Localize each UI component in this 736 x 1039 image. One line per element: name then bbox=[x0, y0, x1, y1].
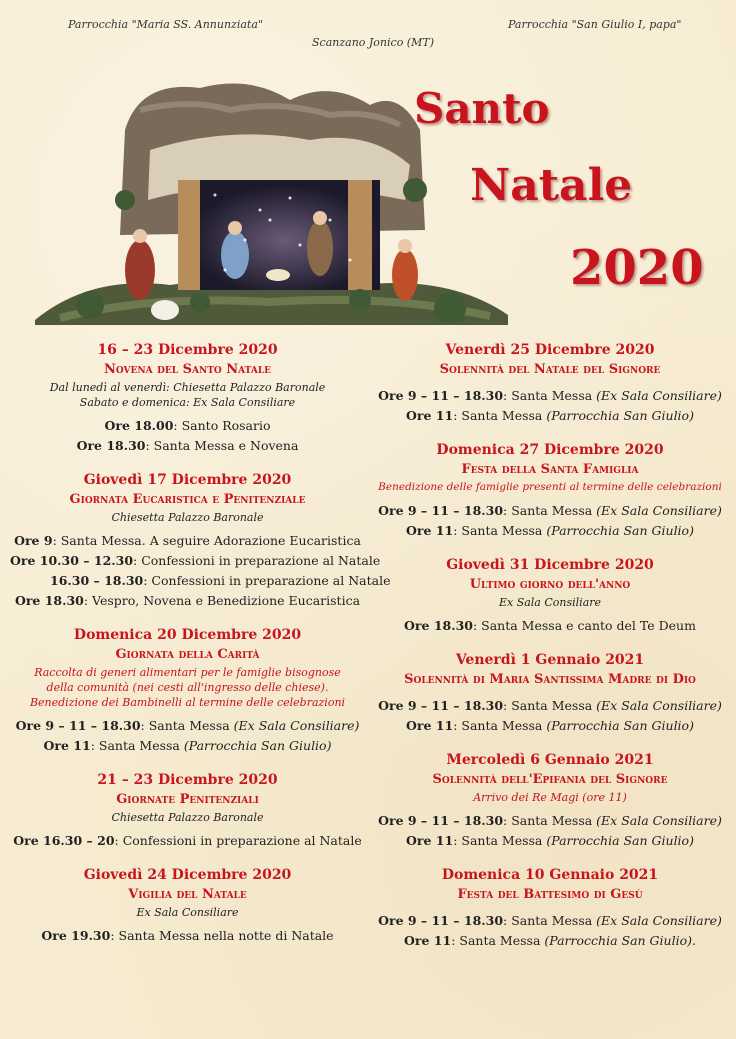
event-name: Ultimo giorno dell'anno bbox=[469, 577, 631, 592]
event-ultimo-giorno bbox=[372, 555, 728, 636]
event-battesimo bbox=[372, 865, 728, 951]
event-date: Domenica 20 Dicembre 2020 bbox=[73, 627, 302, 643]
event-note: Raccolta di generi alimentari per le famiglie bisognose bbox=[34, 666, 341, 679]
schedule-line: Ore 11: Santa Messa (Parrocchia San Giulio) bbox=[43, 738, 332, 753]
schedule-line: Ore 11: Santa Messa (Parrocchia San Giulio) bbox=[406, 523, 694, 538]
schedule-line: Ore 11: Santa Messa (Parrocchia San Giulio) bbox=[406, 718, 694, 733]
event-natale bbox=[372, 340, 728, 426]
event-note: della comunità (nei cesti all'ingresso delle chiese). bbox=[46, 681, 329, 694]
title-natale: Natale bbox=[470, 160, 633, 211]
event-note: Benedizione delle famiglie presenti al termine delle celebrazioni bbox=[378, 481, 722, 493]
event-note: Dal lunedì al venerdì: Chiesetta Palazzo Baronale bbox=[49, 381, 326, 394]
event-maria-madre-di-dio bbox=[372, 650, 728, 736]
schedule-line: Ore 18.00: Santo Rosario bbox=[104, 418, 271, 433]
schedule-line: Ore 11: Santa Messa (Parrocchia San Giulio) bbox=[406, 408, 694, 423]
event-date: Domenica 10 Gennaio 2021 bbox=[441, 867, 659, 883]
event-name: Festa del Battesimo di Gesù bbox=[457, 887, 643, 902]
title-santo: Santo bbox=[414, 84, 550, 133]
event-note: Ex Sala Consiliare bbox=[136, 906, 239, 919]
event-date: Venerdì 1 Gennaio 2021 bbox=[455, 652, 645, 668]
event-epifania bbox=[372, 750, 728, 851]
event-santa-famiglia bbox=[372, 440, 728, 541]
town-label: Scanzano Jonico (MT) bbox=[312, 36, 434, 49]
parish-right-label: Parrocchia "San Giulio I, papa" bbox=[508, 18, 682, 31]
schedule-line: Ore 19.30: Santa Messa nella notte di Natale bbox=[41, 928, 334, 943]
event-note: Ex Sala Consiliare bbox=[498, 596, 602, 609]
event-date: 21 – 23 Dicembre 2020 bbox=[97, 772, 278, 788]
event-date: Giovedì 31 Dicembre 2020 bbox=[446, 557, 654, 573]
schedule-line: Ore 9 – 11 – 18.30: Santa Messa (Ex Sala Consiliare) bbox=[378, 813, 722, 828]
schedule-line: 16.30 – 18.30: Confessioni in preparazione al Natale bbox=[50, 573, 391, 588]
event-vigilia bbox=[10, 865, 365, 946]
event-name: Novena del Santo Natale bbox=[103, 362, 272, 377]
schedule-line: Ore 9 – 11 – 18.30: Santa Messa (Ex Sala Consiliare) bbox=[15, 718, 360, 733]
event-date: Giovedì 17 Dicembre 2020 bbox=[83, 472, 292, 488]
event-giornate-penitenziali bbox=[10, 770, 365, 851]
event-giornata-eucaristica bbox=[10, 470, 391, 611]
event-note: Arrivo dei Re Magi (ore 11) bbox=[473, 791, 627, 804]
schedule-line: Ore 16.30 – 20: Confessioni in preparazione al Natale bbox=[13, 833, 362, 848]
event-name: Solennità di Maria Santissima Madre di Dio bbox=[404, 672, 696, 687]
event-name: Solennità del Natale del Signore bbox=[439, 362, 661, 377]
parish-left-label: Parrocchia "Maria SS. Annunziata" bbox=[68, 18, 263, 31]
event-date: 16 – 23 Dicembre 2020 bbox=[97, 342, 278, 358]
event-note: Sabato e domenica: Ex Sala Consiliare bbox=[79, 396, 296, 409]
event-name: Vigilia del Natale bbox=[128, 887, 247, 902]
schedule-line: Ore 9 – 11 – 18.30: Santa Messa (Ex Sala Consiliare) bbox=[378, 698, 722, 713]
schedule-line: Ore 18.30: Santa Messa e Novena bbox=[76, 438, 299, 453]
event-note: Benedizione dei Bambinelli al termine delle celebrazioni bbox=[29, 696, 346, 709]
event-name: Solennità dell'Epifania del Signore bbox=[432, 772, 668, 787]
schedule-line: Ore 9 – 11 – 18.30: Santa Messa (Ex Sala Consiliare) bbox=[378, 503, 722, 518]
event-date: Mercoledì 6 Gennaio 2021 bbox=[446, 752, 654, 768]
right-column bbox=[372, 340, 728, 965]
event-name: Giornata Eucaristica e Penitenziale bbox=[69, 492, 306, 507]
left-column bbox=[10, 340, 391, 960]
event-novena bbox=[10, 340, 365, 456]
event-note: Chiesetta Palazzo Baronale bbox=[111, 511, 264, 524]
schedule-line: Ore 9: Santa Messa. A seguire Adorazione Eucaristica bbox=[14, 533, 361, 548]
event-name: Giornate Penitenziali bbox=[116, 792, 259, 807]
event-date: Giovedì 24 Dicembre 2020 bbox=[83, 867, 292, 883]
event-name: Festa della Santa Famiglia bbox=[461, 462, 639, 477]
schedule-line: Ore 9 – 11 – 18.30: Santa Messa (Ex Sala Consiliare) bbox=[378, 913, 722, 928]
event-name: Giornata della Carità bbox=[115, 647, 260, 662]
schedule-line: Ore 11: Santa Messa (Parrocchia San Giulio). bbox=[404, 933, 696, 948]
schedule-line: Ore 18.30: Vespro, Novena e Benedizione Eucaristica bbox=[14, 593, 361, 608]
schedule-line: Ore 10.30 – 12.30: Confessioni in preparazione al Natale bbox=[10, 553, 381, 568]
title-year: 2020 bbox=[570, 240, 704, 296]
event-date: Venerdì 25 Dicembre 2020 bbox=[445, 342, 655, 358]
schedule-line: Ore 18.30: Santa Messa e canto del Te Deum bbox=[404, 618, 696, 633]
schedule-line: Ore 9 – 11 – 18.30: Santa Messa (Ex Sala Consiliare) bbox=[378, 388, 722, 403]
event-note: Chiesetta Palazzo Baronale bbox=[111, 811, 264, 824]
event-giornata-carita bbox=[10, 625, 365, 756]
schedule-line: Ore 11: Santa Messa (Parrocchia San Giulio) bbox=[406, 833, 694, 848]
event-date: Domenica 27 Dicembre 2020 bbox=[436, 442, 664, 458]
